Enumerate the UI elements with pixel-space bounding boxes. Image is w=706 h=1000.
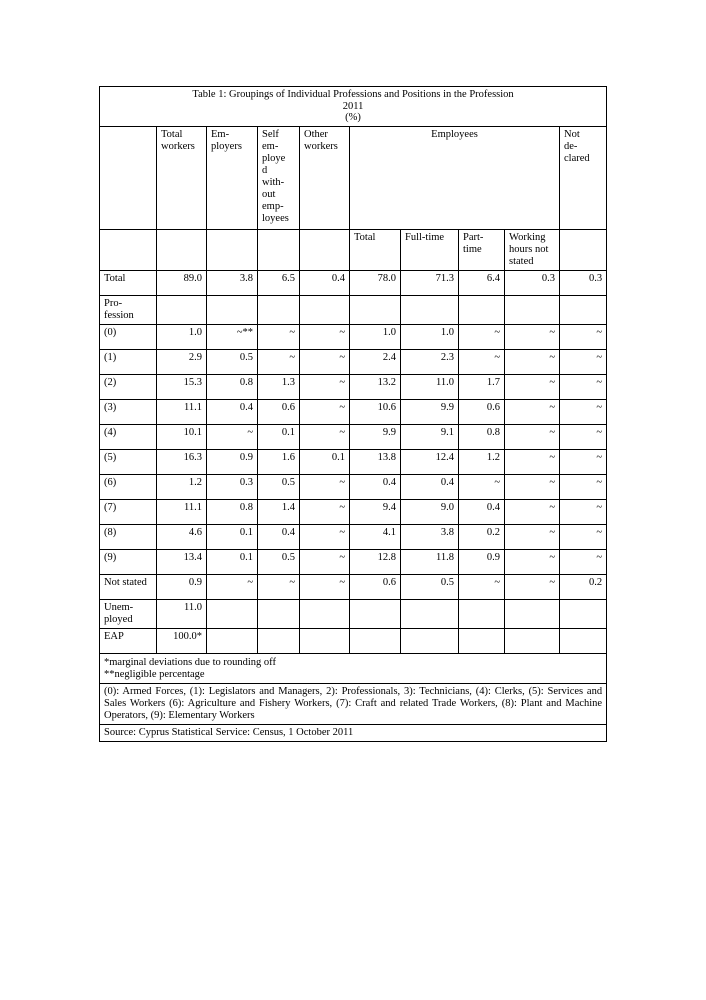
table-cell: 15.3 xyxy=(157,374,207,399)
table-cell: 13.8 xyxy=(350,449,401,474)
profession-label: Pro- fession xyxy=(100,295,157,324)
table-cell: 1.2 xyxy=(157,474,207,499)
table-cell: 1.3 xyxy=(258,374,300,399)
table-row xyxy=(100,574,607,599)
table-cell: 13.2 xyxy=(350,374,401,399)
table-cell: 0.3 xyxy=(207,474,258,499)
row-label: (7) xyxy=(100,499,157,524)
table-cell: 0.9 xyxy=(207,449,258,474)
table-cell: 2.9 xyxy=(157,349,207,374)
header-blank-cell xyxy=(100,126,157,229)
table-cell: 9.4 xyxy=(350,499,401,524)
table-cell: 0.5 xyxy=(258,549,300,574)
title-line-3: (%) xyxy=(345,112,361,123)
table-cell: ~ xyxy=(505,449,560,474)
table-cell: 0.1 xyxy=(300,449,350,474)
table-cell: 1.7 xyxy=(459,374,505,399)
table-cell: 11.1 xyxy=(157,399,207,424)
table-cell: ~ xyxy=(505,474,560,499)
total-row-cell: 0.3 xyxy=(505,270,560,295)
table-cell: 2.3 xyxy=(401,349,459,374)
table-cell: 1.2 xyxy=(459,449,505,474)
row-label: (9) xyxy=(100,549,157,574)
table-cell: 11.0 xyxy=(401,374,459,399)
row-label: (1) xyxy=(100,349,157,374)
footnotes xyxy=(100,653,607,683)
table-cell: 0.5 xyxy=(401,574,459,599)
table-cell: ~ xyxy=(459,474,505,499)
header-employees: Employees xyxy=(350,126,560,229)
table-cell: ~ xyxy=(300,549,350,574)
table-cell: ~ xyxy=(300,524,350,549)
table-cell: ~ xyxy=(560,549,607,574)
table-cell: ~** xyxy=(207,324,258,349)
table-cell: 16.3 xyxy=(157,449,207,474)
subheader-blank xyxy=(560,229,607,270)
row-label: (0) xyxy=(100,324,157,349)
table-cell: ~ xyxy=(300,349,350,374)
table-cell: 0.4 xyxy=(207,399,258,424)
eap-value: 100.0* xyxy=(157,628,207,653)
table-cell: ~ xyxy=(459,349,505,374)
table-row xyxy=(100,524,607,549)
table-cell: 0.1 xyxy=(207,524,258,549)
table-cell: ~ xyxy=(560,374,607,399)
total-row-cell: 78.0 xyxy=(350,270,401,295)
total-row-cell: 6.4 xyxy=(459,270,505,295)
table-cell: 12.8 xyxy=(350,549,401,574)
table-cell: 10.1 xyxy=(157,424,207,449)
table-cell: ~ xyxy=(560,499,607,524)
table-cell: ~ xyxy=(505,324,560,349)
table-cell: 13.4 xyxy=(157,549,207,574)
table-cell: ~ xyxy=(300,499,350,524)
table-cell: ~ xyxy=(459,574,505,599)
table-cell: ~ xyxy=(505,499,560,524)
total-row-cell: 0.4 xyxy=(300,270,350,295)
table-row xyxy=(100,424,607,449)
table-row xyxy=(100,349,607,374)
table-row xyxy=(100,549,607,574)
header-total-workers: Total workers xyxy=(157,126,207,229)
table-row xyxy=(100,499,607,524)
source-note: Source: Cyprus Statistical Service: Census, 1 October 2011 xyxy=(100,724,607,741)
row-label: (2) xyxy=(100,374,157,399)
table-row xyxy=(100,449,607,474)
header-other-workers: Other workers xyxy=(300,126,350,229)
row-label: (8) xyxy=(100,524,157,549)
total-row xyxy=(100,270,607,295)
table-cell: 11.8 xyxy=(401,549,459,574)
row-label: (4) xyxy=(100,424,157,449)
subheader-blank xyxy=(300,229,350,270)
total-row-cell: 6.5 xyxy=(258,270,300,295)
table-cell: 11.1 xyxy=(157,499,207,524)
table-cell: ~ xyxy=(560,424,607,449)
table-cell: 10.6 xyxy=(350,399,401,424)
unemployed-label: Unem- ployed xyxy=(100,599,157,628)
profession-table xyxy=(99,86,607,742)
table-cell: ~ xyxy=(300,374,350,399)
table-cell: 1.6 xyxy=(258,449,300,474)
row-label: (6) xyxy=(100,474,157,499)
table-cell: 9.1 xyxy=(401,424,459,449)
table-row xyxy=(100,474,607,499)
table-cell: ~ xyxy=(207,574,258,599)
table-cell: 0.6 xyxy=(350,574,401,599)
table-cell: ~ xyxy=(459,324,505,349)
table-cell: ~ xyxy=(300,424,350,449)
table-cell: 0.2 xyxy=(560,574,607,599)
table-cell: ~ xyxy=(258,349,300,374)
table-cell: ~ xyxy=(505,424,560,449)
table-cell: 0.5 xyxy=(207,349,258,374)
unemployed-row xyxy=(100,599,607,628)
table-cell: 2.4 xyxy=(350,349,401,374)
profession-label-row xyxy=(100,295,607,324)
total-row-cell: 89.0 xyxy=(157,270,207,295)
table-cell: 1.0 xyxy=(157,324,207,349)
table-title xyxy=(100,87,607,127)
table-cell: ~ xyxy=(560,449,607,474)
table-cell: ~ xyxy=(560,399,607,424)
row-label: Not stated xyxy=(100,574,157,599)
header-self-employed: Self em- ploye d with- out emp- loyees xyxy=(258,126,300,229)
table-cell: 9.9 xyxy=(350,424,401,449)
table-row xyxy=(100,324,607,349)
table-cell: 9.9 xyxy=(401,399,459,424)
table-cell: 1.0 xyxy=(350,324,401,349)
table-row xyxy=(100,374,607,399)
table-cell: ~ xyxy=(300,324,350,349)
table-cell: 1.4 xyxy=(258,499,300,524)
subheader-full-time: Full-time xyxy=(401,229,459,270)
title-line-1: Table 1: Groupings of Individual Professions and Positions in the Profession xyxy=(192,89,514,100)
table-cell: 0.4 xyxy=(258,524,300,549)
profession-legend: (0): Armed Forces, (1): Legislators and Managers, 2): Professionals, 3): Technicians, (4): Clerks, (5): Services and Sales Workers (6): Agriculture and Fishery Workers, (7): Craft and related Trade Workers, (8): Plant and Machine Operators, (9): Elementary Workers xyxy=(100,683,607,724)
table-cell: ~ xyxy=(560,324,607,349)
eap-label: EAP xyxy=(100,628,157,653)
table-cell: 0.6 xyxy=(459,399,505,424)
subheader-employees-total: Total xyxy=(350,229,401,270)
table-cell: 4.6 xyxy=(157,524,207,549)
subheader-working-hours-not-stated: Working hours not stated xyxy=(505,229,560,270)
total-row-cell: 3.8 xyxy=(207,270,258,295)
table-cell: ~ xyxy=(300,574,350,599)
subheader-blank xyxy=(258,229,300,270)
table-cell: 3.8 xyxy=(401,524,459,549)
total-row-cell: 0.3 xyxy=(560,270,607,295)
table-cell: 0.1 xyxy=(207,549,258,574)
eap-row xyxy=(100,628,607,653)
row-label: (3) xyxy=(100,399,157,424)
table-row xyxy=(100,399,607,424)
footnote-marginal: *marginal deviations due to rounding off xyxy=(104,656,276,668)
table-cell: 0.9 xyxy=(459,549,505,574)
table-cell: 0.6 xyxy=(258,399,300,424)
table-cell: 0.4 xyxy=(401,474,459,499)
header-employers: Em- ployers xyxy=(207,126,258,229)
table-cell: ~ xyxy=(560,524,607,549)
table-cell: 0.8 xyxy=(207,374,258,399)
table-cell: 0.8 xyxy=(207,499,258,524)
table-cell: ~ xyxy=(505,549,560,574)
table-cell: 0.4 xyxy=(459,499,505,524)
table-cell: 9.0 xyxy=(401,499,459,524)
total-row-label: Total xyxy=(100,270,157,295)
table-cell: ~ xyxy=(505,524,560,549)
table-cell: ~ xyxy=(560,474,607,499)
table-cell: ~ xyxy=(505,399,560,424)
table-cell: ~ xyxy=(300,474,350,499)
table-cell: ~ xyxy=(560,349,607,374)
table-cell: 1.0 xyxy=(401,324,459,349)
total-row-cell: 71.3 xyxy=(401,270,459,295)
title-line-2: 2011 xyxy=(342,100,364,112)
header-not-declared: Not de- clared xyxy=(560,126,607,229)
subheader-blank xyxy=(100,229,157,270)
subheader-blank xyxy=(207,229,258,270)
table-cell: ~ xyxy=(258,574,300,599)
subheader-blank xyxy=(157,229,207,270)
table-cell: 0.2 xyxy=(459,524,505,549)
table-cell: 0.9 xyxy=(157,574,207,599)
unemployed-value: 11.0 xyxy=(157,599,207,628)
table-cell: 4.1 xyxy=(350,524,401,549)
footnote-negligible: **negligible percentage xyxy=(104,668,205,680)
table-cell: 0.8 xyxy=(459,424,505,449)
table-cell: ~ xyxy=(505,374,560,399)
table-cell: 0.5 xyxy=(258,474,300,499)
table-cell: ~ xyxy=(258,324,300,349)
row-label: (5) xyxy=(100,449,157,474)
table-cell: 0.1 xyxy=(258,424,300,449)
subheader-part-time: Part- time xyxy=(459,229,505,270)
table-cell: ~ xyxy=(300,399,350,424)
table-cell: ~ xyxy=(207,424,258,449)
table-cell: ~ xyxy=(505,349,560,374)
table-cell: ~ xyxy=(505,574,560,599)
table-cell: 0.4 xyxy=(350,474,401,499)
table-cell: 12.4 xyxy=(401,449,459,474)
